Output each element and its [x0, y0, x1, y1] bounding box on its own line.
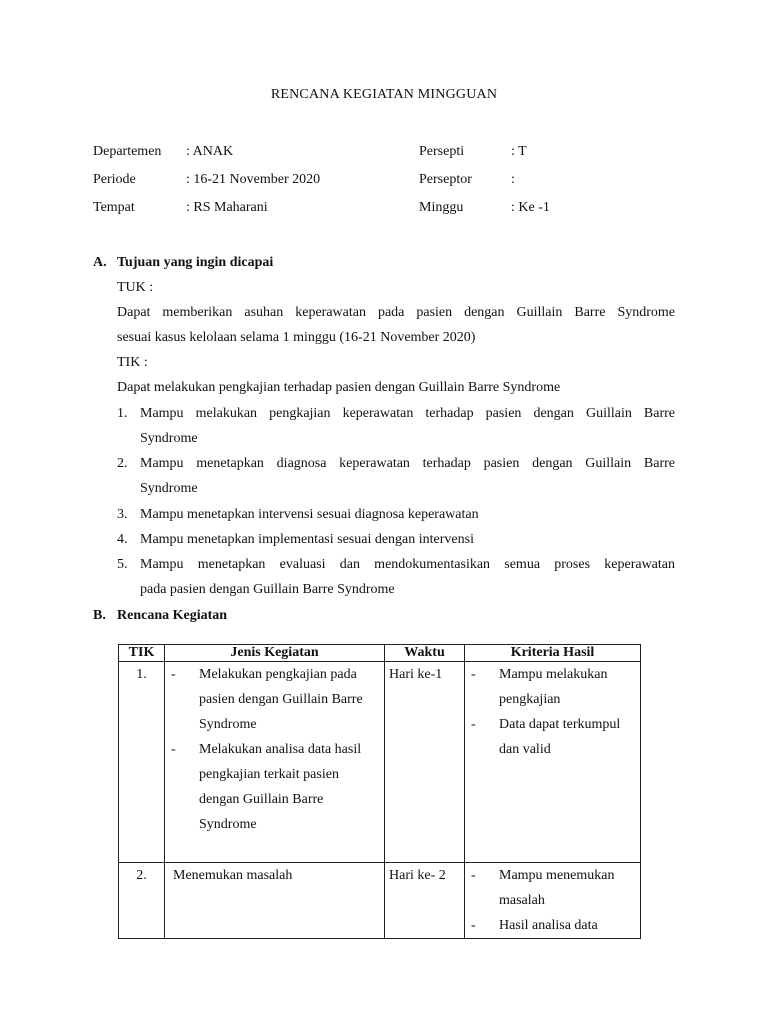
tik-intro: Dapat melakukan pengkajian terhadap pasien dengan Guillain Barre Syndrome: [117, 380, 561, 395]
kegiatan-cell: [165, 863, 385, 939]
tik-item-number: 4.: [117, 532, 128, 547]
tik-item-line-1: Mampu melakukan pengkajian keperawatan terhadap pasien dengan Guillain Barre: [140, 406, 675, 421]
tik-item-line-1: Mampu menetapkan diagnosa keperawatan terhadap pasien dengan Guillain Barre: [140, 456, 675, 471]
header-kriteria-hasil: Kriteria Hasil: [465, 645, 641, 662]
tuk-text-line-1: Dapat memberikan asuhan keperawatan pada pasien dengan Guillain Barre Syndrome: [117, 305, 675, 320]
bullet-dash: -: [471, 918, 476, 933]
kegiatan-text: Melakukan pengkajian pada pasien dengan Guillain Barre Syndrome: [199, 667, 363, 732]
bullet-dash: -: [171, 742, 176, 757]
tuk-label: TUK :: [117, 280, 154, 295]
departemen-value: : ANAK: [186, 144, 234, 159]
bullet-dash: -: [471, 868, 476, 883]
tempat-label: Tempat: [93, 200, 135, 215]
tik-item-number: 3.: [117, 507, 128, 522]
kriteria-text: Hasil analisa data: [499, 918, 598, 933]
bullet-item: [169, 737, 380, 837]
kegiatan-cell: [165, 662, 385, 863]
table-row: [119, 863, 641, 939]
tuk-text-line-2: sesuai kasus kelolaan selama 1 minggu (16-21 November 2020): [117, 330, 476, 345]
kriteria-text: Mampu menemukan masalah: [499, 868, 615, 908]
section-a-title: Tujuan yang ingin dicapai: [117, 255, 274, 270]
section-b-heading: [93, 608, 227, 624]
table-row: [119, 662, 641, 863]
tik-item-number: 2.: [117, 456, 128, 471]
perseptor-label: Perseptor: [419, 172, 472, 187]
kriteria-cell: [465, 662, 641, 863]
header-waktu: Waktu: [385, 645, 465, 662]
bullet-dash: -: [471, 667, 476, 682]
tempat-value: : RS Maharani: [186, 200, 268, 215]
kegiatan-text: Melakukan analisa data hasil pengkajian terkait pasien dengan Guillain Barre Syndrome: [199, 742, 362, 832]
tik-label: TIK :: [117, 355, 148, 370]
periode-label: Periode: [93, 172, 136, 187]
waktu-cell: Hari ke- 2: [385, 863, 465, 939]
minggu-label: Minggu: [419, 200, 464, 215]
periode-value: : 16-21 November 2020: [186, 172, 321, 187]
waktu-cell: Hari ke-1: [385, 662, 465, 863]
tik-item-line-1: Mampu menetapkan implementasi sesuai dengan intervensi: [140, 532, 474, 547]
bullet-item: [469, 863, 636, 913]
persepti-label: Persepti: [419, 144, 465, 159]
tik-cell: 1.: [119, 662, 165, 863]
tik-cell: 2.: [119, 863, 165, 939]
bullet-dash: -: [471, 717, 476, 732]
header-jenis-kegiatan: Jenis Kegiatan: [165, 645, 385, 662]
bullet-item: [469, 662, 636, 712]
tik-item-line-1: Mampu menetapkan evaluasi dan mendokumentasikan semua proses keperawatan: [140, 557, 675, 572]
persepti-value: : T: [511, 144, 527, 159]
tik-item-line-1: Mampu menetapkan intervensi sesuai diagnosa keperawatan: [140, 507, 479, 522]
kriteria-cell: [465, 863, 641, 939]
bullet-dash: -: [171, 667, 176, 682]
table-header-row: [119, 645, 641, 662]
document-title: RENCANA KEGIATAN MINGGUAN: [270, 87, 498, 102]
tik-item-number: 1.: [117, 406, 128, 421]
departemen-label: Departemen: [93, 144, 162, 159]
kriteria-text: Data dapat terkumpul dan valid: [499, 717, 621, 757]
tik-item-line-2: pada pasien dengan Guillain Barre Syndrome: [140, 582, 395, 597]
perseptor-value: :: [511, 172, 515, 187]
tik-item-line-2: Syndrome: [140, 481, 198, 496]
bullet-item: [469, 712, 636, 762]
tik-item-number: 5.: [117, 557, 128, 572]
section-b-marker: B.: [93, 608, 106, 623]
kriteria-text: Mampu melakukan pengkajian: [499, 667, 608, 707]
kegiatan-text: Menemukan masalah: [173, 868, 293, 883]
section-a-marker: A.: [93, 255, 107, 270]
section-a-heading: [93, 255, 273, 271]
rencana-kegiatan-table: [118, 644, 641, 939]
section-b-title: Rencana Kegiatan: [117, 608, 228, 623]
header-tik: TIK: [119, 645, 165, 662]
minggu-value: : Ke -1: [511, 200, 550, 215]
tik-item-line-2: Syndrome: [140, 431, 198, 446]
bullet-item: [469, 913, 636, 938]
bullet-item: [169, 662, 380, 737]
